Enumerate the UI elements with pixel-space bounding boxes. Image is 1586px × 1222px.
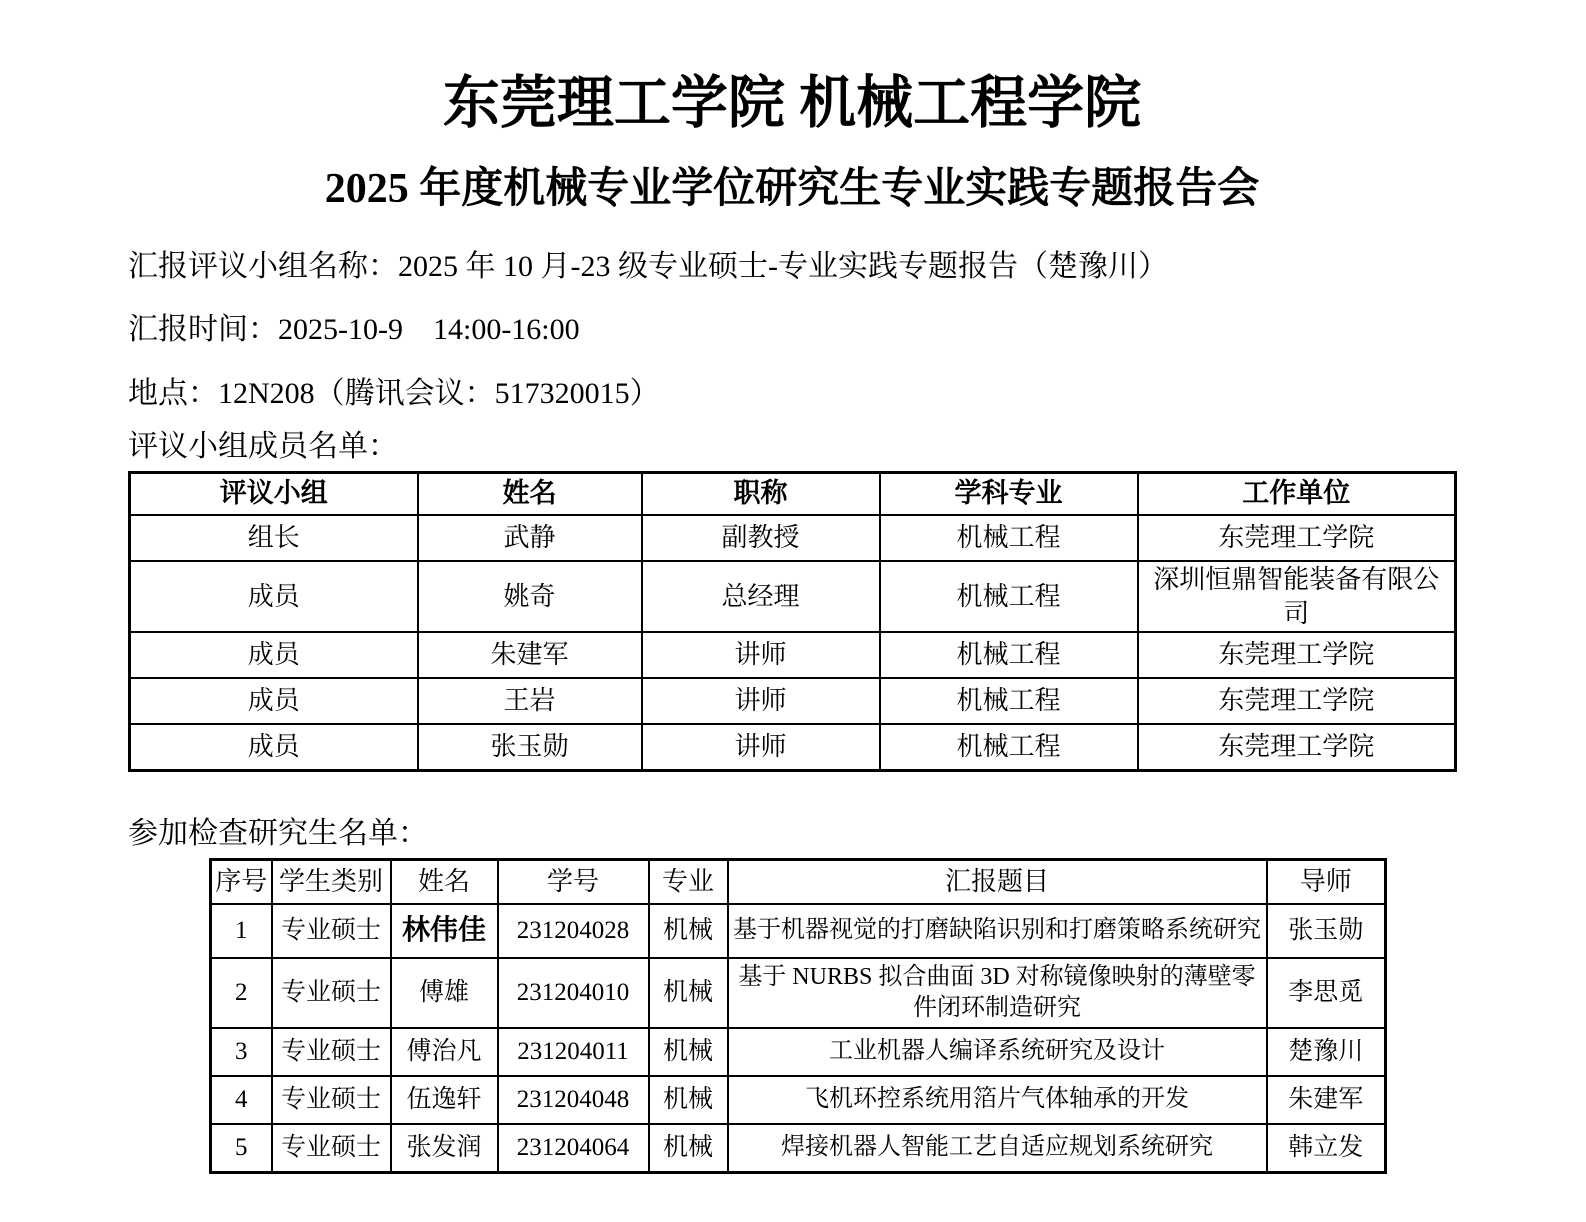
table-header-row bbox=[211, 859, 1386, 904]
column-header: 学生类别 bbox=[272, 859, 391, 904]
table-cell: 王岩 bbox=[418, 678, 642, 724]
table-cell: 231204011 bbox=[498, 1028, 649, 1076]
table-row bbox=[211, 958, 1386, 1028]
document-title: 东莞理工学院 机械工程学院 bbox=[442, 72, 1142, 135]
table-cell: 成员 bbox=[130, 632, 418, 678]
table-cell: 231204064 bbox=[498, 1124, 649, 1173]
table-cell: 伍逸轩 bbox=[391, 1076, 498, 1124]
column-header: 汇报题目 bbox=[728, 859, 1267, 904]
table-cell: 基于 NURBS 拟合曲面 3D 对称镜像映射的薄壁零件闭环制造研究 bbox=[728, 958, 1267, 1028]
table-cell: 武静 bbox=[418, 515, 642, 561]
table-cell: 机械 bbox=[649, 958, 728, 1028]
report-group-name-line: 汇报评议小组名称：2025 年 10 月-23 级专业硕士-专业实践专题报告（楚豫川） bbox=[128, 249, 1168, 283]
table-cell: 讲师 bbox=[642, 632, 880, 678]
committee-list-label: 评议小组成员名单： bbox=[128, 430, 398, 464]
table-cell: 机械 bbox=[649, 1124, 728, 1173]
table-cell: 姚奇 bbox=[418, 561, 642, 633]
table-cell: 专业硕士 bbox=[272, 1124, 391, 1173]
table-cell: 楚豫川 bbox=[1267, 1028, 1386, 1076]
table-row bbox=[211, 1124, 1386, 1173]
table-cell: 张玉勋 bbox=[1267, 904, 1386, 958]
table-row bbox=[130, 515, 1456, 561]
table-cell: 机械工程 bbox=[880, 678, 1138, 724]
column-header: 姓名 bbox=[391, 859, 498, 904]
column-header: 专业 bbox=[649, 859, 728, 904]
column-header: 评议小组 bbox=[130, 472, 418, 515]
table-cell: 机械 bbox=[649, 1028, 728, 1076]
table-cell: 组长 bbox=[130, 515, 418, 561]
table-cell: 副教授 bbox=[642, 515, 880, 561]
table-cell: 3 bbox=[211, 1028, 272, 1076]
table-row bbox=[211, 904, 1386, 958]
students-table-body bbox=[211, 904, 1386, 1173]
table-cell: 讲师 bbox=[642, 678, 880, 724]
students-table bbox=[209, 858, 1387, 1174]
committee-table-body bbox=[130, 515, 1456, 771]
table-cell: 东莞理工学院 bbox=[1138, 632, 1456, 678]
table-cell: 1 bbox=[211, 904, 272, 958]
column-header: 学号 bbox=[498, 859, 649, 904]
table-cell: 成员 bbox=[130, 678, 418, 724]
table-cell: 东莞理工学院 bbox=[1138, 515, 1456, 561]
table-cell: 成员 bbox=[130, 724, 418, 771]
table-cell: 焊接机器人智能工艺自适应规划系统研究 bbox=[728, 1124, 1267, 1173]
document-subtitle: 2025 年度机械专业学位研究生专业实践专题报告会 bbox=[324, 166, 1260, 213]
committee-table bbox=[128, 471, 1457, 773]
table-cell: 朱建军 bbox=[418, 632, 642, 678]
table-cell: 机械工程 bbox=[880, 561, 1138, 633]
table-cell: 飞机环控系统用箔片气体轴承的开发 bbox=[728, 1076, 1267, 1124]
table-cell: 机械 bbox=[649, 1076, 728, 1124]
table-cell: 机械 bbox=[649, 904, 728, 958]
column-header: 序号 bbox=[211, 859, 272, 904]
table-cell: 机械工程 bbox=[880, 515, 1138, 561]
table-cell: 4 bbox=[211, 1076, 272, 1124]
table-row bbox=[211, 1028, 1386, 1076]
table-cell: 张玉勋 bbox=[418, 724, 642, 771]
table-cell: 231204028 bbox=[498, 904, 649, 958]
table-cell: 2 bbox=[211, 958, 272, 1028]
table-cell: 李思觅 bbox=[1267, 958, 1386, 1028]
table-cell: 专业硕士 bbox=[272, 1076, 391, 1124]
table-header-row bbox=[130, 472, 1456, 515]
location-line: 地点：12N208（腾讯会议：517320015） bbox=[128, 376, 660, 410]
table-cell: 总经理 bbox=[642, 561, 880, 633]
table-cell: 机械工程 bbox=[880, 724, 1138, 771]
table-cell: 讲师 bbox=[642, 724, 880, 771]
table-row bbox=[130, 724, 1456, 771]
table-row bbox=[211, 1076, 1386, 1124]
table-cell: 韩立发 bbox=[1267, 1124, 1386, 1173]
table-cell: 林伟佳 bbox=[391, 904, 498, 958]
table-cell: 专业硕士 bbox=[272, 904, 391, 958]
report-time-line: 汇报时间：2025-10-9 14:00-16:00 bbox=[128, 313, 580, 347]
table-cell: 5 bbox=[211, 1124, 272, 1173]
table-cell: 工业机器人编译系统研究及设计 bbox=[728, 1028, 1267, 1076]
table-cell: 机械工程 bbox=[880, 632, 1138, 678]
table-cell: 231204048 bbox=[498, 1076, 649, 1124]
table-row bbox=[130, 561, 1456, 633]
column-header: 导师 bbox=[1267, 859, 1386, 904]
table-cell: 深圳恒鼎智能装备有限公司 bbox=[1138, 561, 1456, 633]
column-header: 职称 bbox=[642, 472, 880, 515]
table-cell: 231204010 bbox=[498, 958, 649, 1028]
table-cell: 成员 bbox=[130, 561, 418, 633]
students-list-label: 参加检查研究生名单： bbox=[128, 817, 428, 851]
table-cell: 东莞理工学院 bbox=[1138, 678, 1456, 724]
table-cell: 朱建军 bbox=[1267, 1076, 1386, 1124]
table-row bbox=[130, 678, 1456, 724]
table-cell: 傅雄 bbox=[391, 958, 498, 1028]
table-row bbox=[130, 632, 1456, 678]
table-cell: 东莞理工学院 bbox=[1138, 724, 1456, 771]
students-table-head bbox=[211, 859, 1386, 904]
table-cell: 傅治凡 bbox=[391, 1028, 498, 1076]
column-header: 学科专业 bbox=[880, 472, 1138, 515]
committee-table-head bbox=[130, 472, 1456, 515]
table-cell: 专业硕士 bbox=[272, 958, 391, 1028]
table-cell: 专业硕士 bbox=[272, 1028, 391, 1076]
column-header: 工作单位 bbox=[1138, 472, 1456, 515]
column-header: 姓名 bbox=[418, 472, 642, 515]
table-cell: 张发润 bbox=[391, 1124, 498, 1173]
table-cell: 基于机器视觉的打磨缺陷识别和打磨策略系统研究 bbox=[728, 904, 1267, 958]
